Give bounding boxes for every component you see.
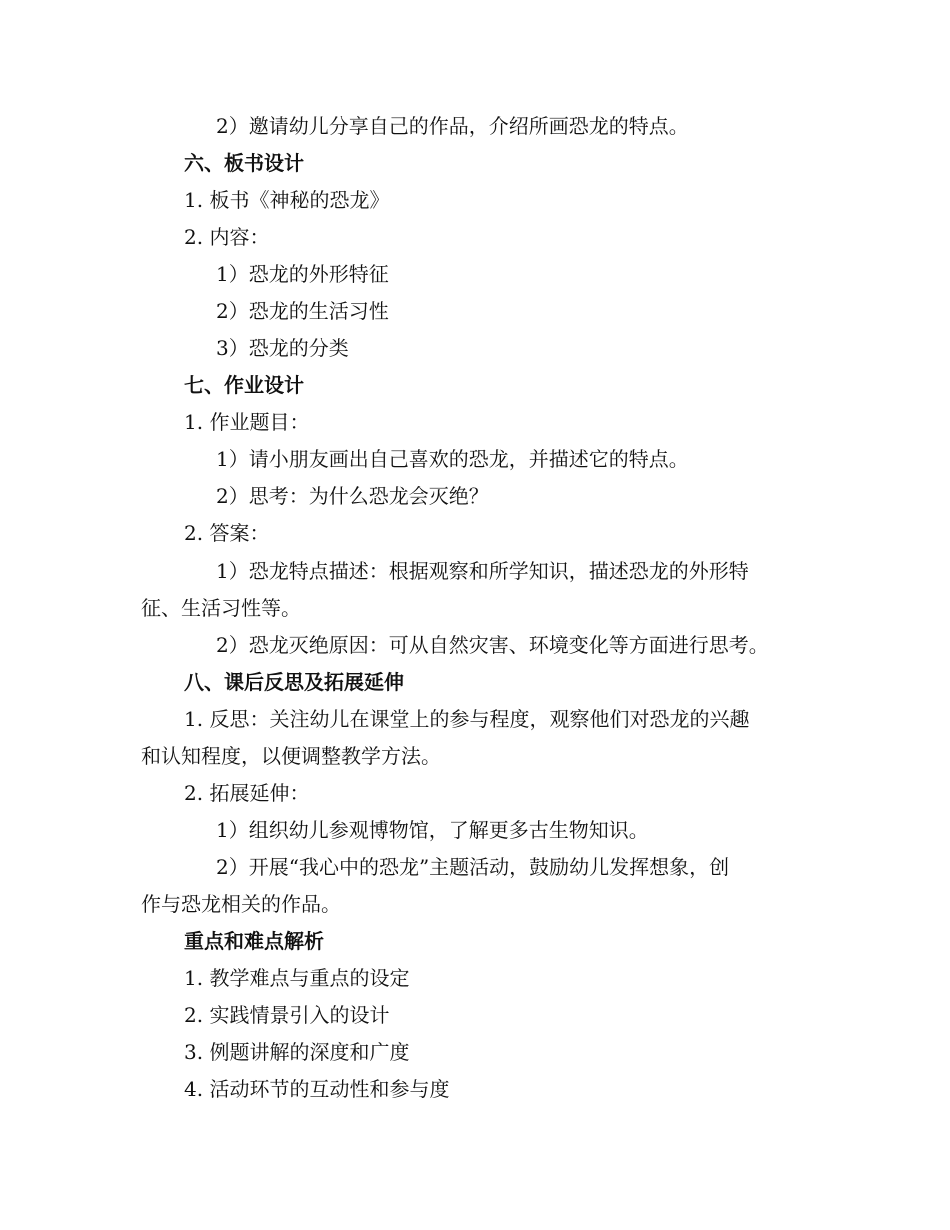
list-item-extension: 2. 拓展延伸： <box>184 781 310 805</box>
list-item-content: 2. 内容： <box>184 225 270 249</box>
sub-item-feature-description: 1）恐龙特点描述：根据观察和所学知识，描述恐龙的外形特 <box>216 559 749 583</box>
sub-item-appearance: 1）恐龙的外形特征 <box>216 262 389 286</box>
list-item-interactivity: 4. 活动环节的互动性和参与度 <box>184 1077 450 1101</box>
sub-item-habits: 2）恐龙的生活习性 <box>216 299 389 323</box>
sub-item-theme-activity: 2）开展“我心中的恐龙”主题活动，鼓励幼儿发挥想象，创 <box>216 855 730 879</box>
list-item-scenario-design: 2. 实践情景引入的设计 <box>184 1003 390 1027</box>
paragraph-continuation: 征、生活习性等。 <box>141 596 301 620</box>
paragraph-continuation: 作与恐龙相关的作品。 <box>141 892 341 916</box>
sub-item-share-works: 2）邀请幼儿分享自己的作品，介绍所画恐龙的特点。 <box>216 114 689 138</box>
list-item-answers: 2. 答案： <box>184 521 270 545</box>
paragraph-continuation: 和认知程度，以便调整教学方法。 <box>141 744 441 768</box>
list-item-key-points: 1. 教学难点与重点的设定 <box>184 966 410 990</box>
section-heading-homework-design: 七、作业设计 <box>184 373 304 397</box>
list-item-homework-questions: 1. 作业题目： <box>184 410 310 434</box>
list-item-example-depth: 3. 例题讲解的深度和广度 <box>184 1040 410 1064</box>
section-heading-key-difficult-points: 重点和难点解析 <box>184 929 324 953</box>
section-heading-blackboard-design: 六、板书设计 <box>184 151 304 175</box>
sub-item-classification: 3）恐龙的分类 <box>216 336 349 360</box>
sub-item-museum-visit: 1）组织幼儿参观博物馆，了解更多古生物知识。 <box>216 818 649 842</box>
sub-item-draw-dinosaur: 1）请小朋友画出自己喜欢的恐龙，并描述它的特点。 <box>216 447 689 471</box>
list-item-blackboard-title: 1. 板书《神秘的恐龙》 <box>184 188 390 212</box>
sub-item-extinction-reason: 2）恐龙灭绝原因：可从自然灾害、环境变化等方面进行思考。 <box>216 633 769 657</box>
section-heading-reflection-extension: 八、课后反思及拓展延伸 <box>184 670 404 694</box>
sub-item-think-extinction: 2）思考：为什么恐龙会灭绝？ <box>216 484 489 508</box>
list-item-reflection: 1. 反思：关注幼儿在课堂上的参与程度，观察他们对恐龙的兴趣 <box>184 707 750 731</box>
